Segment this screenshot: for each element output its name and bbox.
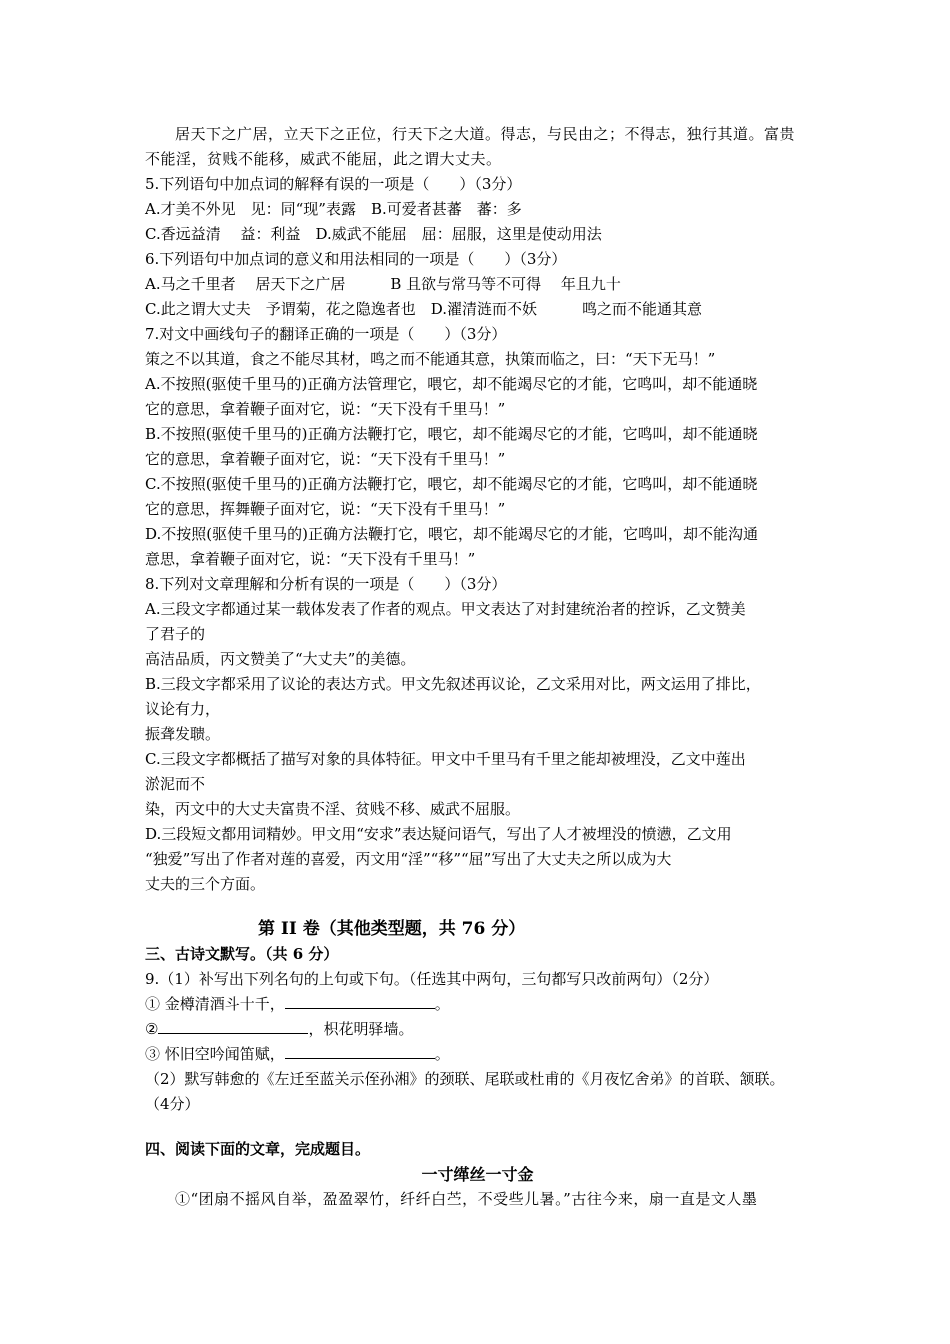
question-5-stem: 5.下列语句中加点词的解释有误的一项是（ ）（3分） [145, 175, 522, 193]
question-7-option-a: A.不按照(驱使千里马的)正确方法管理它，喂它，却不能竭尽它的才能，它鸣叫，却不能通晓 [145, 375, 758, 393]
question-7-sentence: 策之不以其道，食之不能尽其材，鸣之而不能通其意，执策而临之，曰：“天下无马！” [145, 350, 716, 368]
fill-item-2-text: ，枳花明驿墙。 [308, 1020, 414, 1038]
question-8-option-c-cont: 染，丙文中的大丈夫富贵不淫、贫贱不移、威武不屈服。 [145, 800, 521, 818]
fill-item-1 [145, 992, 810, 1017]
question-5-options-cd: C.香远益清 益：利益 D.威武不能屈 屈：屈服，这里是使动用法 [145, 225, 602, 243]
question-7-option-d-cont: 意思，拿着鞭子面对它，说：“天下没有千里马！” [145, 550, 476, 568]
question-8-option-b-cont: 振聋发聩。 [145, 725, 221, 743]
question-7-option-c: C.不按照(驱使千里马的)正确方法鞭打它，喂它，却不能竭尽它的才能，它鸣叫，却不能通晓 [145, 475, 758, 493]
question-8-option-d-cont: 丈夫的三个方面。 [145, 875, 266, 893]
question-7-option-d: D.不按照(驱使千里马的)正确方法鞭打它，喂它，却不能竭尽它的才能，它鸣叫，却不能沟通 [145, 525, 758, 543]
fill-item-1-text: ① 金樽清酒斗十千， [145, 995, 285, 1013]
article-paragraph: ①“团扇不摇风自举，盈盈翠竹，纤纤白苎，不受些儿暑。”古往今来，扇一直是文人墨 [175, 1190, 758, 1208]
question-6-options-cd: C.此之谓大丈夫 予谓菊，花之隐逸者也 D.濯清涟而不妖 鸣之而不能通其意 [145, 300, 702, 318]
question-8-option-d-cont: “独爱”写出了作者对莲的喜爱，丙文用“淫”“移”“屈”写出了大丈夫之所以成为大 [145, 850, 672, 868]
part-2-title: 第 II 卷（其他类型题，共 76 分） [258, 919, 526, 939]
question-8-option-b-cont: 议论有力， [145, 700, 221, 718]
question-9-part-2: （2）默写韩愈的《左迁至蓝关示侄孙湘》的颈联、尾联或杜甫的《月夜忆舍弟》的首联、颔联。 [145, 1070, 785, 1088]
question-7-stem: 7.对文中画线句子的翻译正确的一项是（ ）（3分） [145, 325, 507, 343]
question-7-option-a-cont: 它的意思，拿着鞭子面对它，说：“天下没有千里马！” [145, 400, 506, 418]
question-8-option-a-cont: 高洁品质，丙文赞美了“大丈夫”的美德。 [145, 650, 416, 668]
question-8-option-c-cont: 淤泥而不 [145, 775, 206, 793]
exam-page [145, 122, 810, 1212]
question-8-option-d: D.三段短文都用词精妙。甲文用“安求”表达疑问语气，写出了人才被埋没的愤懑，乙文用 [145, 825, 732, 843]
section-3-title: 三、古诗文默写。（共 6 分） [145, 945, 339, 963]
answer-blank[interactable] [158, 1017, 308, 1034]
period: 。 [434, 1045, 450, 1063]
question-7-option-b: B.不按照(驱使千里马的)正确方法鞭打它，喂它，却不能竭尽它的才能，它鸣叫，却不能通晓 [145, 425, 758, 443]
fill-item-2 [145, 1017, 810, 1042]
article-title: 一寸缂丝一寸金 [421, 1165, 534, 1184]
question-9-part-2-score: （4分） [145, 1095, 200, 1113]
answer-blank[interactable] [285, 1042, 435, 1059]
question-6-stem: 6.下列语句中加点词的意义和用法相同的一项是（ ）（3分） [145, 250, 567, 268]
question-7-option-c-cont: 它的意思，挥舞鞭子面对它，说：“天下没有千里马！” [145, 500, 506, 518]
question-8-option-a: A.三段文字都通过某一载体发表了作者的观点。甲文表达了对封建统治者的控诉，乙文赞美 [145, 600, 746, 618]
question-8-option-a-cont: 了君子的 [145, 625, 206, 643]
section-4-title: 四、阅读下面的文章，完成题目。 [145, 1140, 371, 1158]
question-5-options-ab: A.才美不外见 见：同“现”表露 B.可爱者甚蕃 蕃：多 [145, 200, 522, 218]
question-6-options-ab: A.马之千里者 居天下之广居 B 且欲与常马等不可得 年且九十 [145, 275, 621, 293]
question-8-stem: 8.下列对文章理解和分析有误的一项是（ ）（3分） [145, 575, 507, 593]
question-9-part-1: 9.（1）补写出下列名句的上句或下句。（任选其中两句，三句都写只改前两句）（2分） [145, 970, 719, 988]
spacer [145, 1117, 810, 1137]
question-8-option-c: C.三段文字都概括了描写对象的具体特征。甲文中千里马有千里之能却被埋没，乙文中莲出 [145, 750, 746, 768]
question-8-option-b: B.三段文字都采用了议论的表达方式。甲文先叙述再议论，乙文采用对比，两文运用了排比， [145, 675, 761, 693]
fill-item-2-prefix: ② [145, 1020, 159, 1038]
passage-line: 居天下之广居，立天下之正位，行天下之大道。得志，与民由之；不得志，独行其道。富贵 [175, 125, 796, 143]
answer-blank[interactable] [285, 992, 435, 1009]
passage-line: 不能淫，贫贱不能移，威武不能屈，此之谓大丈夫。 [145, 150, 502, 168]
fill-item-3 [145, 1042, 810, 1067]
fill-item-3-text: ③ 怀旧空吟闻笛赋， [145, 1045, 285, 1063]
question-7-option-b-cont: 它的意思，拿着鞭子面对它，说：“天下没有千里马！” [145, 450, 506, 468]
period: 。 [434, 995, 450, 1013]
